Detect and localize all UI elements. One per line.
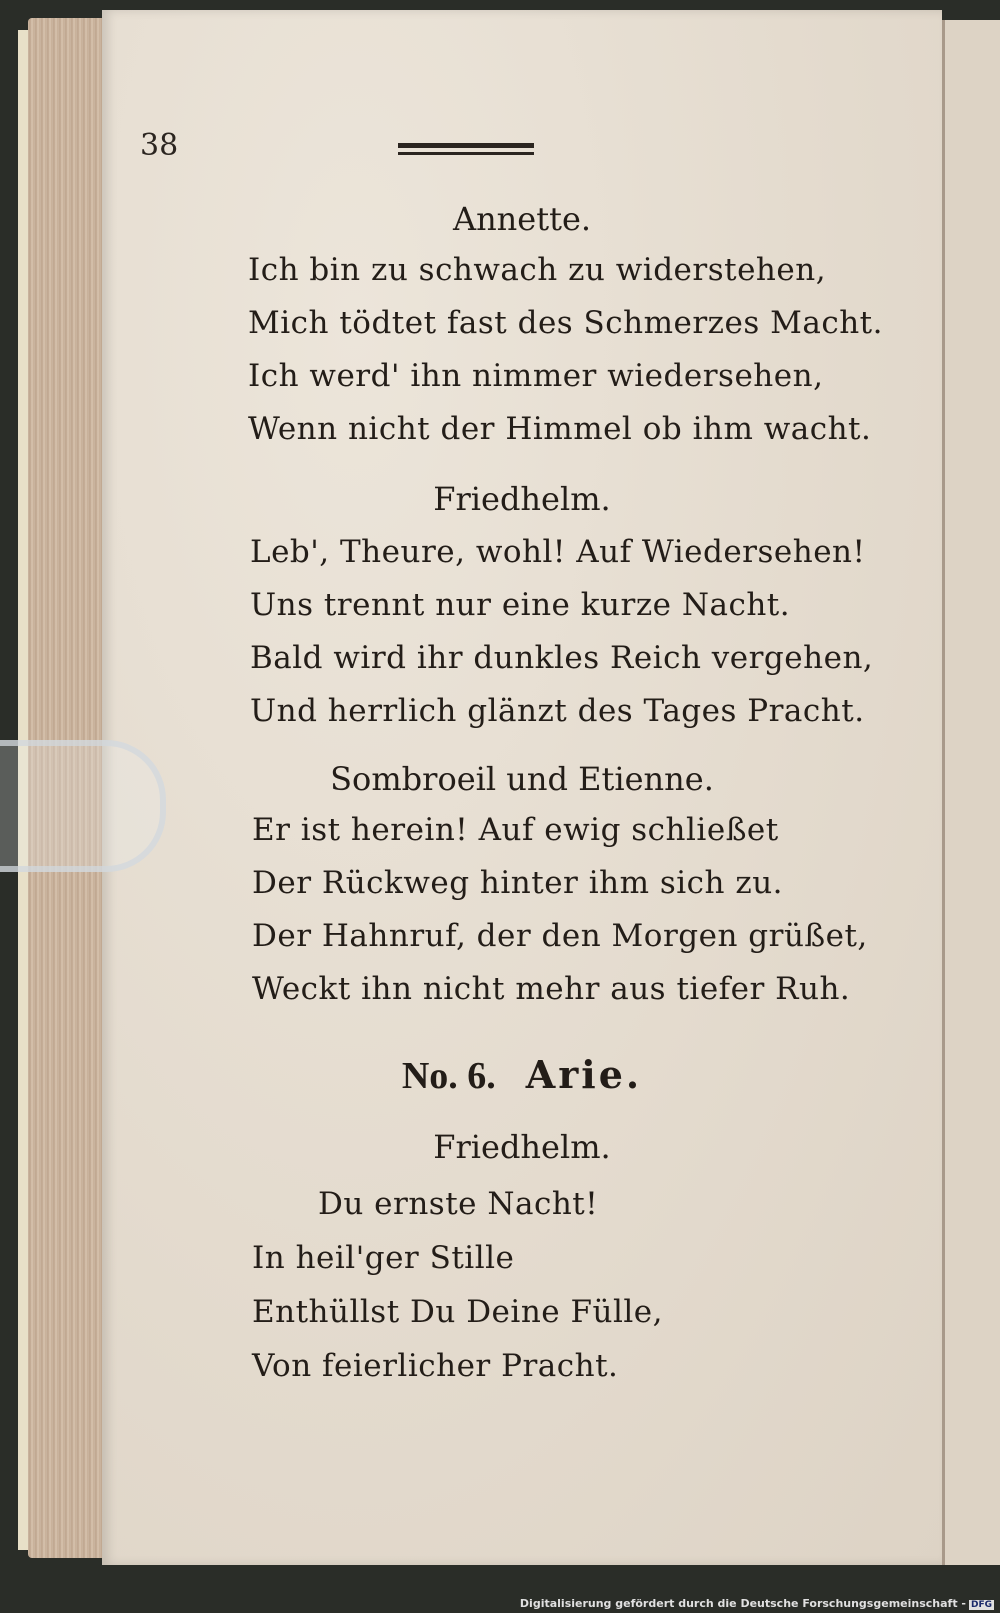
verse-line: Weckt ihn nicht mehr aus tiefer Ruh. [252, 971, 851, 1007]
verse-line: Mich tödtet fast des Schmerzes Macht. [248, 305, 883, 341]
verse-line: Leb', Theure, wohl! Auf Wiedersehen! [250, 534, 866, 570]
speaker-name: Friedhelm. [433, 480, 611, 518]
number-label: No. 6. [401, 1055, 496, 1097]
verse-line: Der Hahnruf, der den Morgen grüßet, [252, 918, 868, 954]
verse-line: Ich bin zu schwach zu widerstehen, [248, 252, 827, 288]
verse-line: Und herrlich glänzt des Tages Pracht. [250, 693, 865, 729]
verse-line: Wenn nicht der Himmel ob ihm wacht. [248, 411, 872, 447]
page-number: 38 [140, 128, 179, 163]
footer-credit [520, 1597, 994, 1610]
number-title [102, 1052, 942, 1098]
verse-line: Ich werd' ihn nimmer wiedersehen, [248, 358, 824, 394]
verse-line: Enthüllst Du Deine Fülle, [252, 1294, 663, 1330]
verse-line: Von feierlicher Pracht. [252, 1348, 619, 1384]
speaker-name: Sombroeil und Etienne. [330, 760, 714, 798]
book-clip [0, 740, 166, 872]
verse-line: Du ernste Nacht! [318, 1186, 599, 1222]
verse-line: Der Rückweg hinter ihm sich zu. [252, 865, 784, 901]
dfg-logo: DFG [970, 1600, 992, 1610]
header-rule-thick [398, 143, 534, 148]
speaker-name: Annette. [452, 200, 592, 238]
speaker-name: Friedhelm. [433, 1128, 611, 1166]
verse-line: Er ist herein! Auf ewig schließet [252, 812, 779, 848]
verse-line: Bald wird ihr dunkles Reich vergehen, [250, 640, 874, 676]
footer-text: Digitalisierung gefördert durch die Deutsche Forschungsgemeinschaft - [519, 1597, 966, 1610]
facing-page-edge [942, 20, 1000, 1565]
verse-line: In heil'ger Stille [252, 1240, 515, 1276]
header-rule-thin [398, 152, 534, 155]
aria-label: Arie. [525, 1052, 643, 1097]
verse-line: Uns trennt nur eine kurze Nacht. [250, 587, 791, 623]
